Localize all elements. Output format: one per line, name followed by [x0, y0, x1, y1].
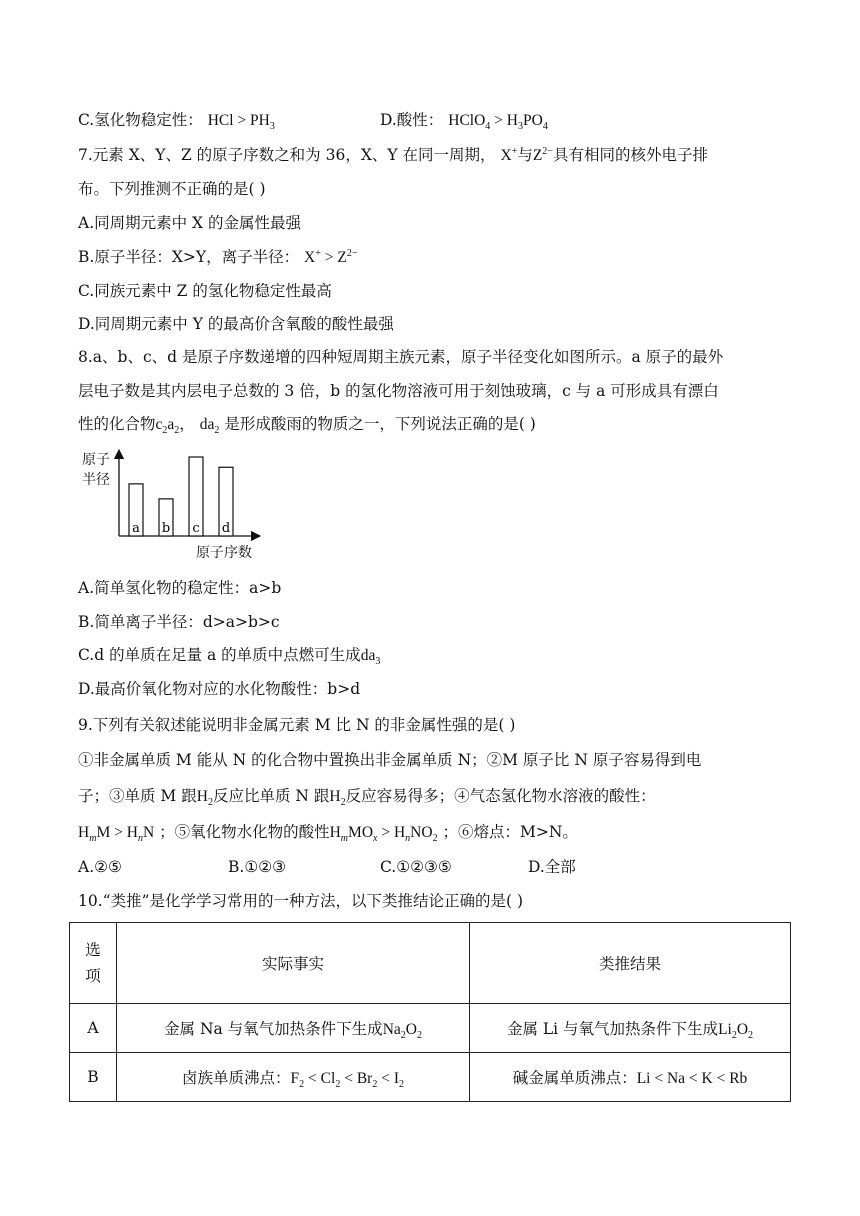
- q9-option-a: A.②⑤: [78, 858, 122, 876]
- q8-option-b: B.简单离子半径：d>a>b>c: [78, 613, 280, 631]
- header-fact: 实际事实: [117, 923, 470, 1004]
- header-option: 选 项: [70, 923, 117, 1004]
- table-row: [70, 1053, 791, 1102]
- atomic-radius-chart: [78, 448, 278, 568]
- q10-stem: 10.“类推”是化学学习常用的一种方法，以下类推结论正确的是( ): [78, 892, 524, 910]
- row-a-option: A: [70, 1004, 117, 1053]
- row-a-fact: 金属 Na 与氧气加热条件下生成$Na_2O_2$: [117, 1004, 470, 1053]
- chart-x-label: 原子序数: [196, 545, 252, 561]
- q6-option-c: [78, 108, 275, 133]
- chart-y-label: 原子半径: [82, 452, 110, 488]
- bar-label-a: a: [132, 521, 140, 536]
- q7-stem-line1: 7.元素 X、Y、Z 的原子序数之和为 36，X、Y 在同一周期， X+与$Z^{2-}$具有相同的核外电子排: [78, 145, 708, 164]
- q8-option-d: D.最高价氧化物对应的水化物酸性：b>d: [78, 680, 361, 698]
- q6-option-c-formula: HCl > $PH_3$: [207, 112, 275, 133]
- q8-formula-da2: $da_2$: [199, 416, 220, 437]
- q7-option-a: A.同周期元素中 X 的金属性最强: [78, 214, 302, 232]
- q6-option-d-label: D.酸性：: [380, 111, 444, 129]
- q9-options: [78, 857, 778, 877]
- q6-option-d-formula: HClO$_4$ > $H_3PO_4$: [448, 112, 548, 133]
- q9-stem-line4: $H_mM > H_nN$ ；⑤氧化物水化物的酸性$H_mMO_x > H_nNO_2$ ；⑥熔点：M>N。: [78, 823, 578, 845]
- bar-label-b: b: [161, 521, 171, 536]
- q7-option-d: D.同周期元素中 Y 的最高价含氧酸的酸性最强: [78, 315, 394, 333]
- row-b-result: 碱金属单质沸点：Li < Na < K < Rb: [470, 1053, 791, 1102]
- row-a-result: 金属 Li 与氧气加热条件下生成$Li_2O_2$: [470, 1004, 791, 1053]
- q9-stem-line3: 子；③单质 M 跟$H_2$反应比单质 N 跟$H_2$反应容易得多；④气态氢化物水溶液的酸性：: [78, 787, 656, 809]
- q8-stem-line3: 性的化合物$c_2a_2$， $da_2$ 是形成酸雨的物质之一，下列说法正确的是( ): [78, 415, 536, 437]
- q7-ion-z: $Z^{2-}$: [532, 145, 553, 164]
- header-result: 类推结果: [470, 923, 791, 1004]
- halogen-formula: $F_2 < Cl_2 < Br_2 < I_2$: [290, 1070, 404, 1091]
- q6-option-c-label: C.氢化物稳定性：: [78, 111, 203, 129]
- q9-option-b: B.①②③: [228, 858, 287, 876]
- q10-table: [69, 922, 791, 1102]
- q8-formula-c2a2: $c_2a_2$: [155, 416, 180, 437]
- alkali-formula: Li < Na < K < Rb: [636, 1070, 748, 1087]
- q9-option-d: D.全部: [528, 858, 576, 876]
- table-header-row: [70, 923, 791, 1004]
- q9-option-c: C.①②③⑤: [380, 858, 452, 876]
- q8-stem-line2: 层电子数是其内层电子总数的 3 倍，b 的氢化物溶液可用于刻蚀玻璃，c 与 a 可形成具有漂白: [78, 382, 719, 400]
- q7-ion-x: X+: [500, 145, 518, 164]
- q8-option-c: C.d 的单质在足量 a 的单质中点燃可生成$da_3$: [78, 646, 381, 668]
- q8-option-a: A.简单氢化物的稳定性：a>b: [78, 579, 282, 597]
- q9-stem-line2: ①非金属单质 M 能从 N 的化合物中置换出非金属单质 N；②M 原子比 N 原子容易得到电: [78, 751, 702, 769]
- bar-label-c: c: [192, 521, 200, 536]
- bar-label-d: d: [221, 521, 231, 536]
- q7-option-b: B.原子半径：X>Y，离子半径： $X^+ > Z^{2-}$: [78, 247, 358, 266]
- q7-stem-line2: 布。下列推测不正确的是( ): [78, 180, 266, 198]
- q8-stem-line1: 8.a、b、c、d 是原子序数递增的四种短周期主族元素，原子半径变化如图所示。a 原子的最外: [78, 348, 724, 366]
- row-b-fact: 卤族单质沸点：$F_2 < Cl_2 < Br_2 < I_2$: [117, 1053, 470, 1102]
- table-row: [70, 1004, 791, 1053]
- q7-option-c: C.同族元素中 Z 的氢化物稳定性最高: [78, 282, 332, 300]
- q6-option-d: [380, 108, 548, 133]
- q9-stem-line1: 9.下列有关叙述能说明非金属元素 M 比 N 的非金属性强的是( ): [78, 716, 516, 734]
- row-b-option: B: [70, 1053, 117, 1102]
